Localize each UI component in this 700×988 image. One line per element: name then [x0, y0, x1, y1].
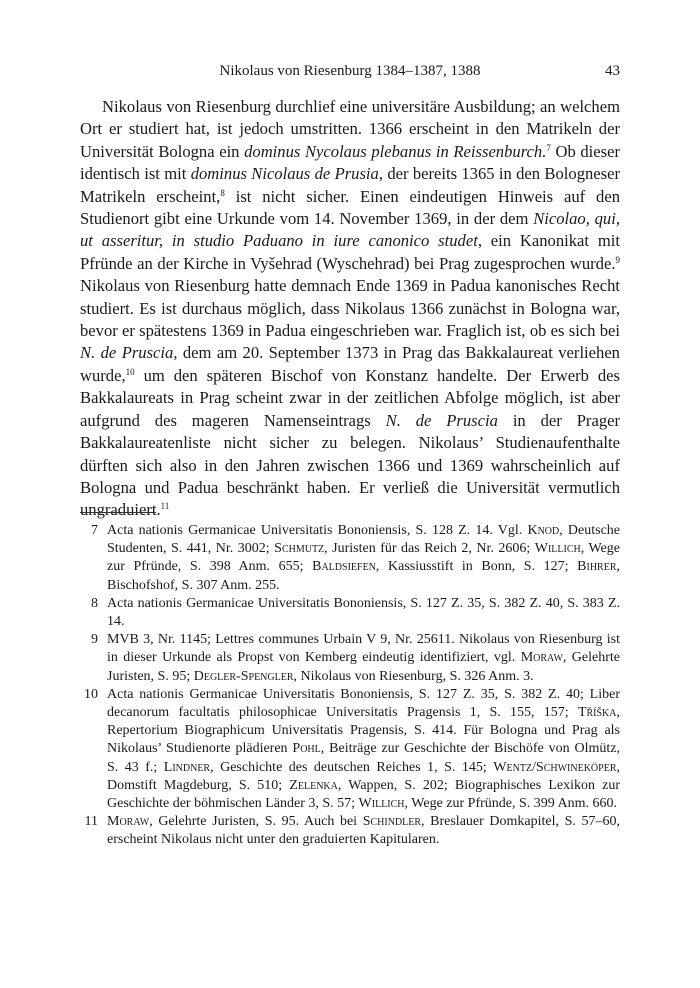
- footnote-text: [107, 814, 620, 847]
- text-run: dem am 20. September 1373 in Prag das Bakkalaureat verliehen wurde,: [80, 343, 620, 385]
- text-run: , Gelehrte Juristen, S. 95. Auch bei: [149, 814, 363, 830]
- footnote: [80, 813, 620, 849]
- text-run: , Gelehrte Juristen, S. 95;: [107, 650, 620, 684]
- italic-run: N. de Pruscia,: [80, 343, 178, 363]
- footnote-text: [107, 632, 620, 683]
- text-run: um den späteren Bischof von Konstanz handelte. Der Erwerb des Bakkalaureats in Prag scheint zwar in der zeitlichen Abfolge möglich, ist aber aufgrund des mageren Namenseintrags: [80, 365, 620, 430]
- author-name: Schmutz: [274, 541, 325, 557]
- author-name: Knod: [527, 523, 560, 538]
- author-name: Willich: [358, 796, 405, 812]
- text-run: , der bereits 1365 in den Bologneser Matrikeln erscheint,: [80, 164, 620, 206]
- text-run: , Deutsche Studenten, S. 441, Nr. 3002;: [107, 523, 620, 557]
- italic-run: Nicolao, qui, ut asseritur, in studio Paduano in iure canonico studet: [80, 209, 620, 251]
- text-run: Nikolaus von Riesenburg hatte demnach Ende 1369 in Padua kanonisches Recht studiert. Es ist durchaus möglich, dass Nikolaus 1366 zunächst in Bologna war, bevor er spätestens 1369 in Padua eingeschrieben war. Fraglich ist, ob es sich bei: [80, 276, 620, 341]
- italic-run: dominus Nicolaus de Prusia: [190, 164, 379, 184]
- text-run: Nikolaus von Riesenburg durchlief eine universitäre Ausbildung; an welchem Ort er studiert hat, ist jedoch umstritten. 1366 erscheint in den Matrikeln der Universität Bologna ein: [80, 97, 620, 161]
- text-run: ist nicht sicher. Einen eindeutigen Hinweis auf den Studienort gibt eine Urkunde vom 14. November 1369, in der dem: [80, 186, 620, 229]
- author-name: Moraw: [107, 814, 150, 830]
- text-run: , Wege zur Pfründe, S. 399 Anm. 660.: [404, 796, 618, 812]
- footnote-separator: [80, 512, 156, 513]
- footnote-text: [107, 687, 620, 811]
- footnote-reference: 10: [125, 366, 135, 377]
- author-name: Bihrer: [577, 559, 617, 575]
- running-title: Nikolaus von Riesenburg 1384–1387, 1388: [219, 63, 481, 79]
- text-run: , ein Kanonikat mit Pfründe an der Kirche in Vyšehrad (Wyschehrad) bei Prag zugesprochen wurde.: [80, 231, 620, 273]
- text-run: , Repertorium Biographicum Universitatis Pragensis, S. 414. Für Bologna und Prag als Nikolaus’ Studienorte plädieren: [107, 705, 620, 757]
- author-name: Baldsiefen: [312, 559, 376, 575]
- text-run: Acta nationis Germanicae Universitatis Bononiensis, S. 127 Z. 35, S. 382 Z. 40, S. 383 Z. 14.: [107, 595, 620, 630]
- text-run: MVB 3, Nr. 1145; Lettres communes Urbain V 9, Nr. 25611. Nikolaus von Riesenburg ist in dieser Urkunde als Propst von Kemberg eindeutig identifiziert, vgl.: [107, 632, 620, 666]
- footnote-number: 7: [91, 523, 98, 538]
- italic-run: N. de Pruscia: [385, 410, 498, 430]
- author-name: Willich: [534, 541, 581, 557]
- footnote-number: 8: [91, 595, 98, 611]
- footnote-number: 10: [84, 686, 98, 702]
- footnote-text: [107, 596, 620, 629]
- footnote: [80, 631, 620, 686]
- footnote-reference: 7: [546, 142, 551, 153]
- footnote: [80, 522, 620, 595]
- text-run: , Wappen, S. 202; Biographisches Lexikon zur Geschichte der böhmischen Länder 3, S. 57;: [107, 777, 620, 812]
- text-run: , Nikolaus von Riesenburg, S. 326 Anm. 3.: [293, 668, 534, 684]
- author-name: Moraw: [520, 650, 563, 666]
- body-paragraph: [80, 96, 620, 522]
- footnotes: [80, 522, 620, 850]
- text-run: , Kassiusstift in Bonn, S. 127;: [375, 559, 578, 575]
- text-run: Acta nationis Germanicae Universitatis Bononiensis, S. 128 Z. 14. Vgl.: [107, 523, 528, 538]
- footnote: [80, 686, 620, 813]
- author-name: Zelenka: [289, 777, 338, 793]
- footnote: [80, 595, 620, 631]
- footnote-reference: 9: [615, 254, 620, 265]
- text-run: , Breslauer Domkapitel, S. 57–60, erscheint Nikolaus nicht unter den graduierten Kapitularen.: [107, 814, 621, 848]
- author-name: Degler-Spengler: [193, 668, 294, 684]
- text-run: , Beiträge zur Geschichte der Bischöfe von Olmütz, S. 43 f.;: [107, 741, 620, 775]
- text-run: , Geschichte des deutschen Reiches 1, S. 145;: [210, 759, 494, 775]
- footnote-number: 11: [84, 814, 98, 830]
- author-name: Wentz/Schwineköper: [493, 759, 617, 775]
- footnote-number: 9: [91, 632, 98, 648]
- author-name: Tříška: [577, 705, 617, 721]
- text-run: , Juristen für das Reich 2, Nr. 2606;: [324, 541, 535, 557]
- footnote-reference: 11: [160, 501, 170, 512]
- author-name: Schindler: [362, 814, 422, 830]
- text-run: , Bischofshof, S. 307 Anm. 255.: [107, 559, 620, 593]
- author-name: Lindner: [163, 759, 211, 775]
- text-run: in der Prager Bakkalaureatenliste nicht sicher zu belegen. Nikolaus’ Studienaufenthalte dürften sich also in den Jahren zwischen 1366 und 1369 wahrscheinlich auf Bologna und Padua beschränkt haben. Er verließ die Universität vermutlich ungraduiert.: [80, 410, 621, 520]
- text-run: , Domstift Magdeburg, S. 510;: [107, 759, 620, 793]
- text-run: , Wege zur Pfründe, S. 398 Anm. 655;: [107, 541, 620, 575]
- italic-run: dominus Nycolaus plebanus in Reissenburch: [244, 141, 543, 161]
- italic-run: .: [542, 141, 547, 161]
- text-run: Acta nationis Germanicae Universitatis Bononiensis, S. 127 Z. 35, S. 382 Z. 40; Liber decanorum facultatis philosophicae Universitatis Pragensis 1, S. 155, 157;: [107, 686, 620, 721]
- text-run: Ob dieser identisch ist mit: [80, 141, 621, 184]
- page-number: 43: [605, 63, 620, 79]
- footnote-reference: 8: [220, 187, 225, 198]
- footnote-text: [107, 523, 620, 593]
- author-name: Pohl: [292, 741, 321, 757]
